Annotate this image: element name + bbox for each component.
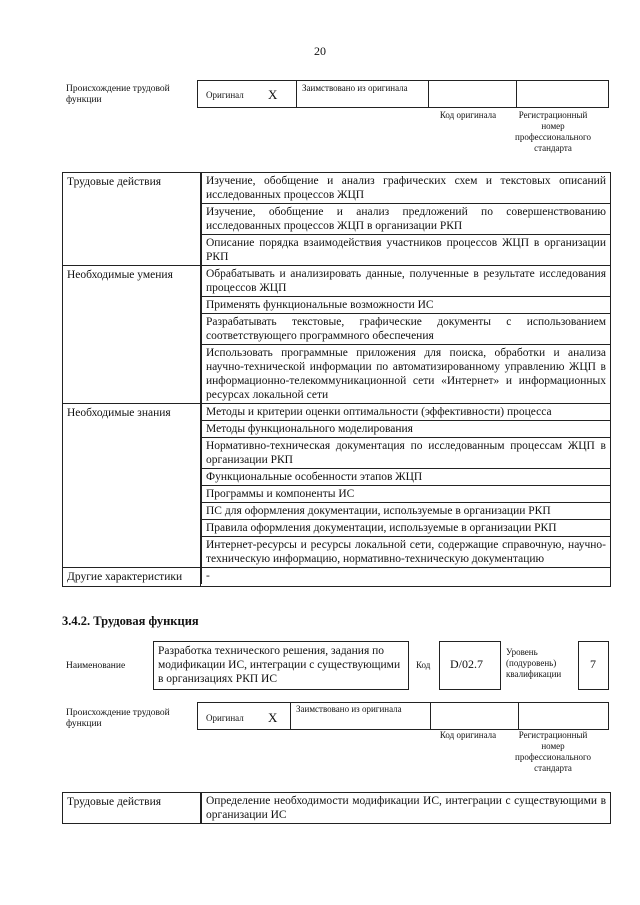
row-item: Разрабатывать текстовые, графические документы с использованием соответствующего программного обеспечения	[201, 313, 610, 344]
reg-number-caption: Регистрационный номер профессионального стандарта	[515, 110, 591, 153]
page-number: 20	[314, 44, 326, 58]
origin-label-2: Происхождение трудовой функции	[66, 708, 170, 729]
level-box	[578, 641, 609, 690]
origin-label: Происхождение трудовой функции	[66, 84, 170, 105]
code-original-caption: Код оригинала	[439, 110, 497, 120]
original-mark-2: X	[268, 710, 278, 725]
row-item: Изучение, обобщение и анализ предложений по совершенствованию исследованных процессов ЖЦП в организации РКП	[201, 203, 610, 234]
table-row	[63, 793, 611, 824]
row-item: Определение необходимости модификации ИС, интеграции с существующими в организации ИС	[201, 793, 610, 823]
row-item: Обрабатывать и анализировать данные, полученные в результате исследования процессов ЖЦП	[201, 266, 610, 296]
reg-number-caption-2: Регистрационный номер профессионального стандарта	[515, 730, 591, 773]
borrowed-label: Заимствовано из оригинала	[302, 83, 408, 93]
row-item: Описание порядка взаимодействия участников процессов ЖЦП в организации РКП	[201, 234, 610, 265]
row-item: Методы функционального моделирования	[201, 420, 610, 437]
code-box	[439, 641, 501, 690]
original-label-2: Оригинал	[206, 713, 244, 723]
requirements-table	[62, 792, 611, 824]
reg-number-cell-2	[518, 703, 610, 729]
origin-box	[197, 80, 609, 108]
row-item: Функциональные особенности этапов ЖЦП	[201, 468, 610, 485]
row-label: Трудовые действия	[63, 793, 201, 824]
section-heading: 3.4.2. Трудовая функция	[62, 614, 199, 628]
row-item: Нормативно-техническая документация по исследованным процессам ЖЦП в организации РКП	[201, 437, 610, 468]
code-original-cell-2	[430, 703, 518, 729]
code-label: Код	[416, 660, 431, 670]
original-mark: X	[268, 87, 278, 102]
requirements-table	[62, 172, 611, 587]
name-label: Наименование	[66, 661, 126, 671]
table-row	[63, 568, 611, 587]
row-item: -	[201, 568, 610, 584]
labor-function-table-2	[62, 792, 610, 824]
function-name-box: Разработка технического решения, задания по модификации ИС, интеграции с существующими в организациях РКП ИС	[153, 641, 409, 690]
row-item: Использовать программные приложения для поиска, обработки и анализа научно-технической информации по автоматизированному управлению ЖЦП в информационно-телекоммуникационной сети «Интернет» и информационных ресурсах локальной сети	[201, 344, 610, 403]
labor-function-table	[62, 172, 610, 587]
row-item: Программы и компоненты ИС	[201, 485, 610, 502]
row-item: Применять функциональные возможности ИС	[201, 296, 610, 313]
level-label: Уровень (подуровень) квалификации	[506, 647, 562, 679]
row-item: Методы и критерии оценки оптимальности (эффективности) процесса	[201, 404, 610, 420]
original-label: Оригинал	[206, 90, 244, 100]
row-item: ПС для оформления документации, используемые в организации РКП	[201, 502, 610, 519]
table-row	[63, 404, 611, 568]
reg-number-cell	[516, 81, 610, 107]
row-label: Необходимые знания	[63, 404, 201, 568]
row-item: Интернет-ресурсы и ресурсы локальной сети, содержащие справочную, научно-техническую информацию, нормативно-техническую документацию	[201, 536, 610, 567]
row-label: Другие характеристики	[63, 568, 201, 587]
code-original-caption-2: Код оригинала	[439, 730, 497, 740]
row-label: Необходимые умения	[63, 266, 201, 404]
origin-box-2	[197, 702, 609, 730]
code-original-cell	[428, 81, 516, 107]
row-item: Правила оформления документации, используемые в организации РКП	[201, 519, 610, 536]
row-label: Трудовые действия	[63, 173, 201, 266]
table-row	[63, 266, 611, 404]
level-value: 7	[590, 657, 596, 671]
code-value: D/02.7	[450, 657, 483, 671]
borrowed-label-2: Заимствовано из оригинала	[296, 704, 402, 714]
row-item: Изучение, обобщение и анализ графических схем и текстовых описаний исследованных процессов ЖЦП	[201, 173, 610, 203]
table-row	[63, 173, 611, 266]
